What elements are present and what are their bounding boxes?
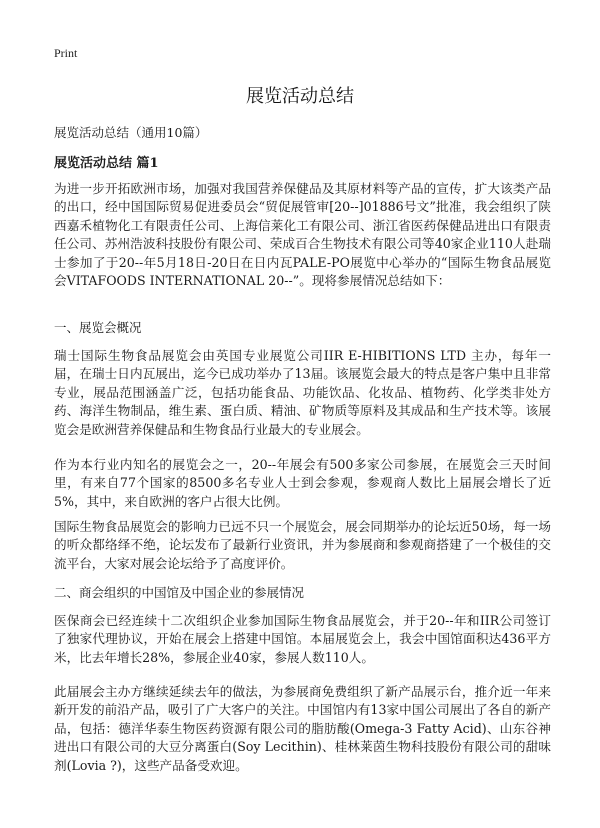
overview-paragraph-2: 作为本行业内知名的展览会之一，20--年展会有500多家公司参展，在展览会三天时间里，有来自77个国家的8500多名专业人士到会参观，参观商人数比上届展会增长了近5%，其中，来自欧洲的客户占很大比例。 — [54, 457, 551, 509]
heading-exhibition-overview: 一、展览会概况 — [54, 320, 142, 335]
document-title: 展览活动总结 — [246, 86, 354, 107]
pavilion-paragraph-1: 医保商会已经连续十二次组织企业参加国际生物食品展览会，并于20--年和IIR公司签订了独家代理协议，开始在展会上搭建中国馆。本届展览会上，我会中国馆面积达436平方米，比去年增长28%，参展企业40家，参展人数110人。 — [54, 613, 551, 665]
intro-paragraph: 为进一步开拓欧洲市场，加强对我国营养保健品及其原材料等产品的宣传，扩大该类产品的出口，经中国国际贸易促进委员会“贸促展管审[20--]01886号文”批准，我会组织了陕西嘉禾植物化工有限责任公司、上海信莱化工有限公司、浙江省医药保健品进出口有限责任公司、苏州浩波科技股份有限公司、荣成百合生物技术有限公司等40家企业110人赴瑞士参加了于20--年5月18日-20日在日内瓦PALE-PO展览中心举办的“国际生物食品展览会VITAFOODS INTERNATIONAL 20--”。现将参展情况总结如下： — [54, 181, 551, 289]
section-title: 展览活动总结 篇1 — [54, 156, 159, 171]
print-label: Print — [54, 46, 78, 60]
document-subtitle: 展览活动总结（通用10篇） — [54, 125, 208, 140]
pavilion-paragraph-2: 此届展会主办方继续延续去年的做法，为参展商免费组织了新产品展示台，推介近一年来新开发的前沿产品，吸引了广大客户的关注。中国馆内有13家中国公司展出了各自的新产品，包括：德洋华泰生物医药资源有限公司的脂肪酸(Omega-3 Fatty Acid)、山东谷神进出口有限公司的大豆分离蛋白(Soy Lecithin)、桂林莱茵生物科技股份有限公司的甜味剂(Lovia ?)，这些产品备受欢迎。 — [54, 684, 551, 773]
overview-paragraph-1: 瑞士国际生物食品展览会由英国专业展览公司IIR E-HIBITIONS LTD 主办，每年一届，在瑞士日内瓦展出，迄今已成功举办了13届。该展览会最大的特点是客户集中且非常专业，展品范围涵盖广泛，包括功能食品、功能饮品、化妆品、植物药、化学类非处方药、海洋生物制品，维生素、蛋白质、精油、矿物质等原料及其成品和生产技术等。该展览会是欧洲营养保健品和生物食品行业最大的专业展会。 — [54, 348, 551, 437]
heading-china-pavilion: 二、商会组织的中国馆及中国企业的参展情况 — [54, 585, 305, 600]
overview-paragraph-3: 国际生物食品展览会的影响力已远不只一个展览会，展会同期举办的论坛近50场，每一场的听众都络绎不绝，论坛发布了最新行业资讯，并为参展商和参观商搭建了一个极佳的交流平台，大家对展会论坛给予了高度评价。 — [54, 519, 551, 571]
